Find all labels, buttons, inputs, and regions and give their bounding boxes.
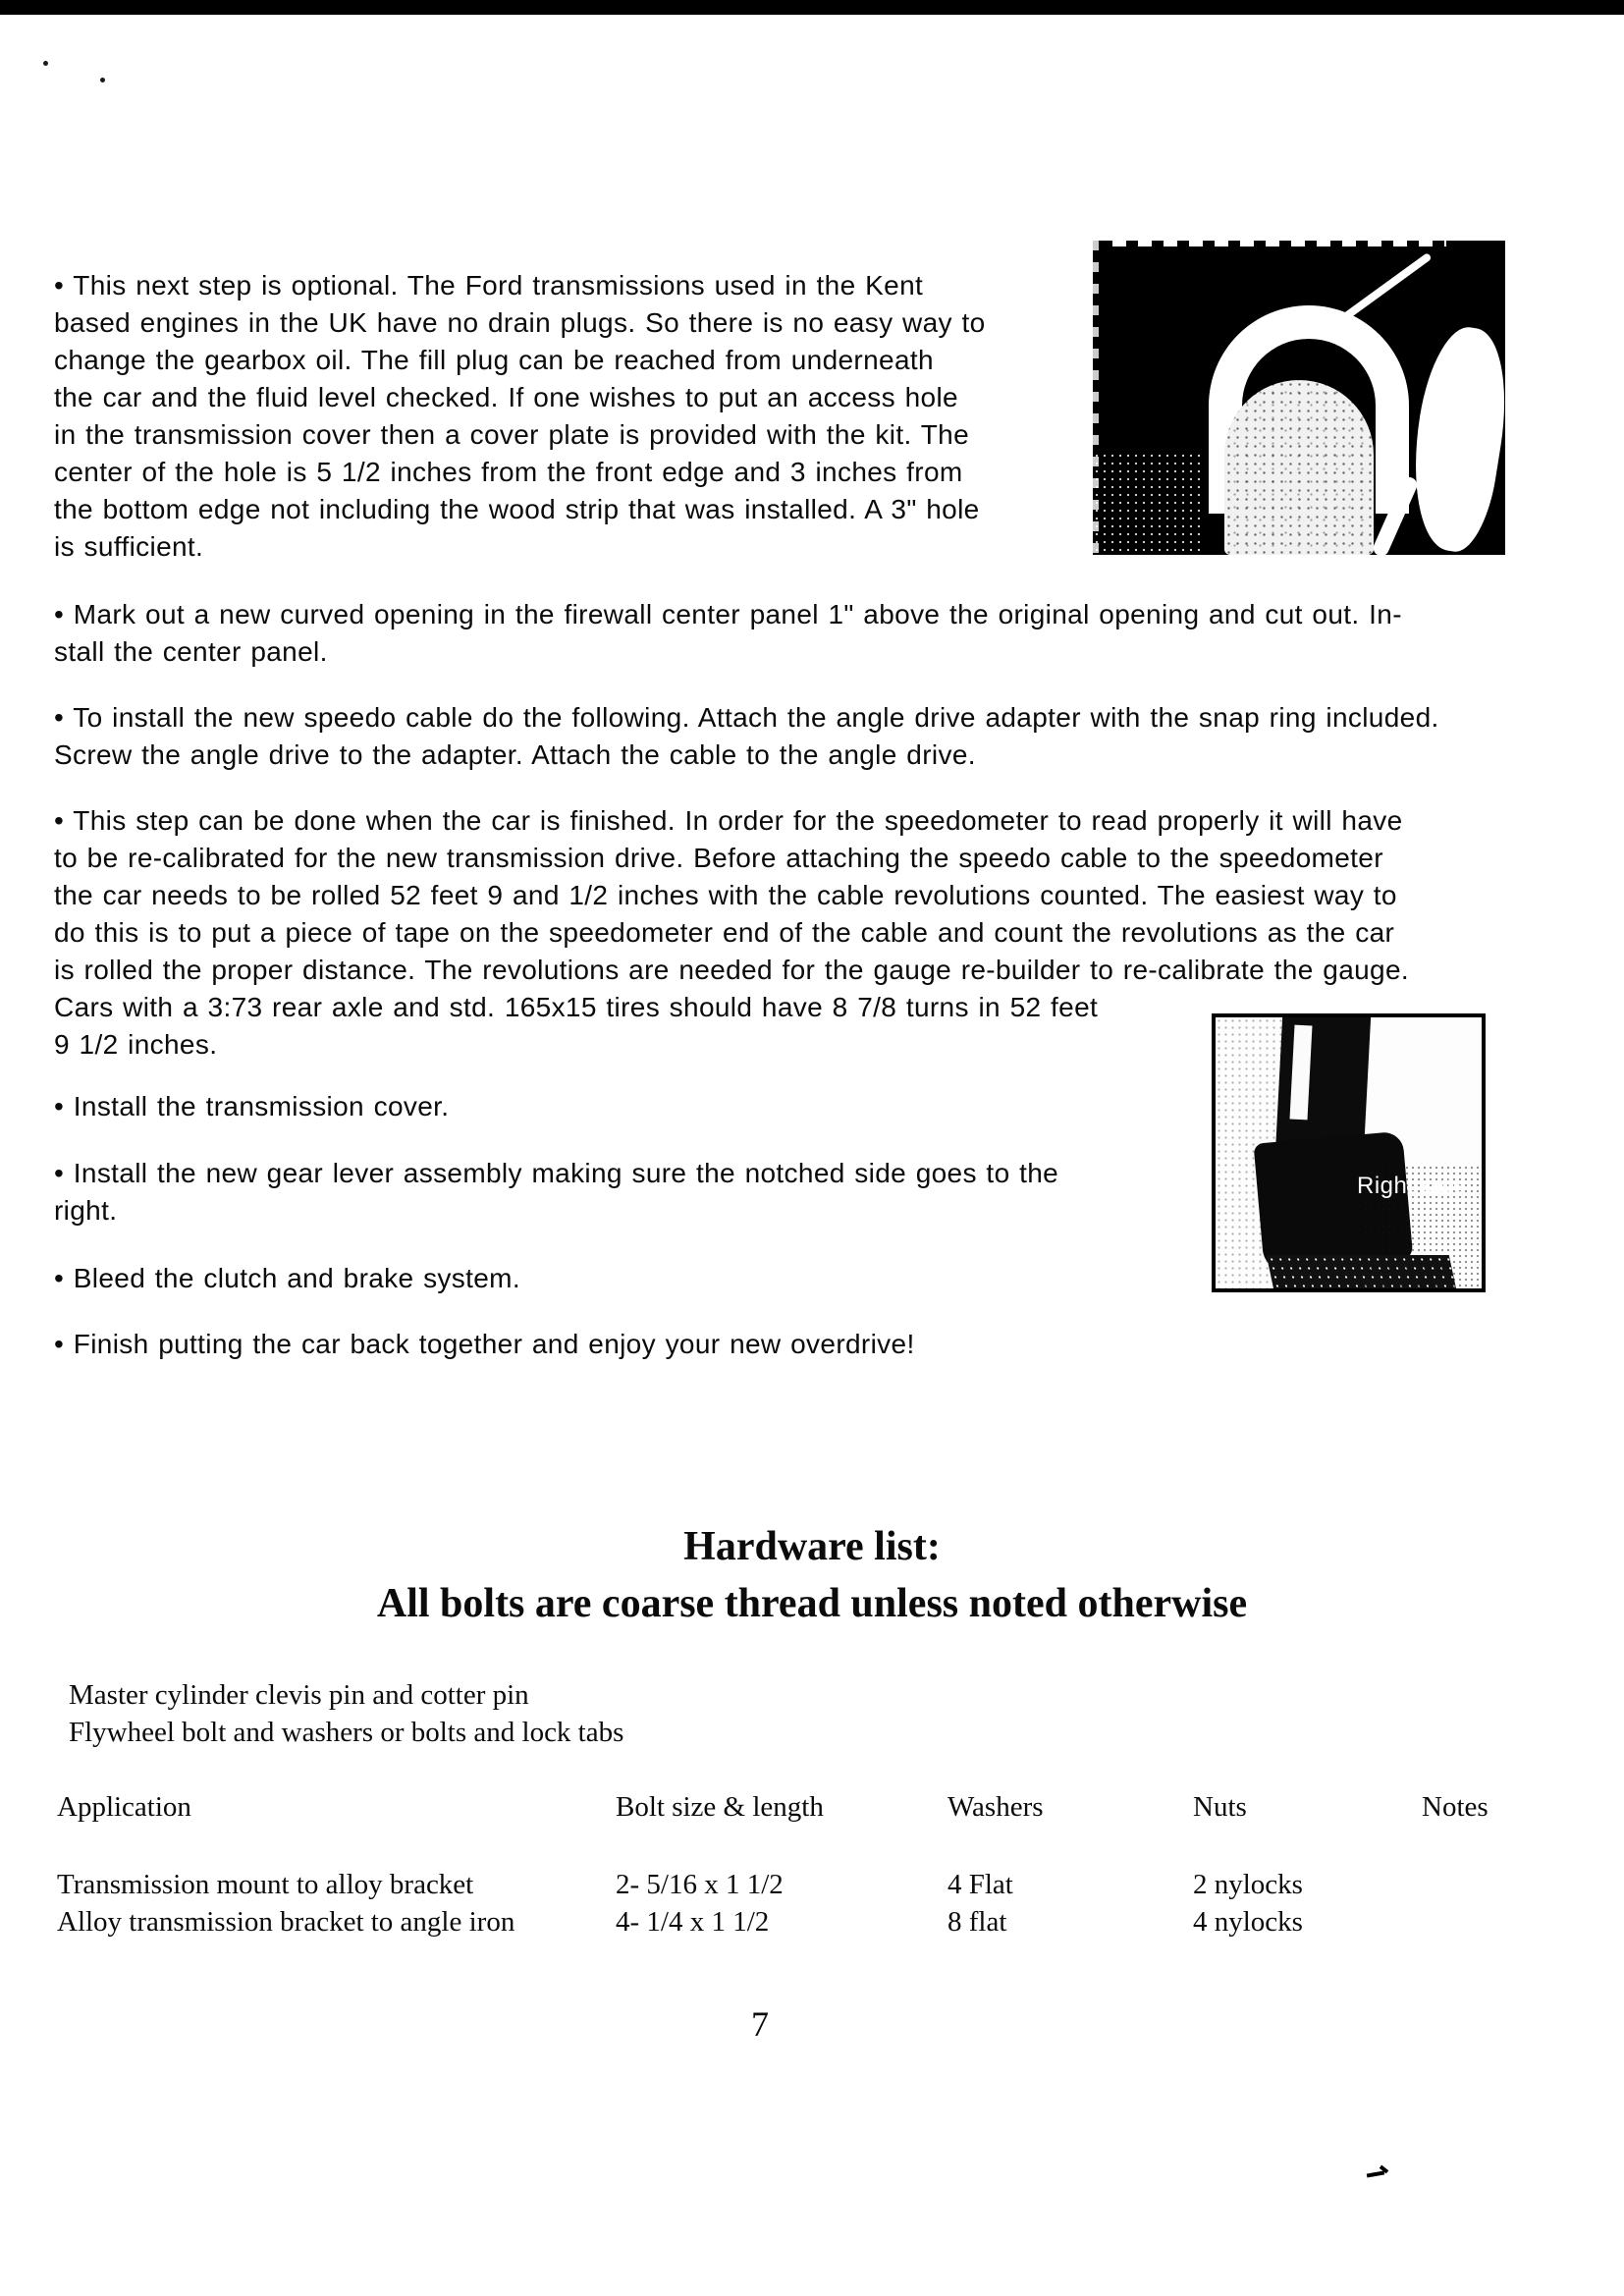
table-row-cell: 2- 5/16 x 1 1/2	[616, 1869, 784, 1900]
table-row-cell: 8 flat	[947, 1906, 1007, 1938]
paragraph-line: to be re-calibrated for the new transmission drive. Before attaching the speedo cable to the speedometer	[54, 843, 1383, 873]
paragraph-line: in the transmission cover then a cover plate is provided with the kit. The	[54, 419, 969, 450]
paragraph-line: • Install the new gear lever assembly making sure the notched side goes to the	[54, 1158, 1059, 1188]
table-row-cell: Transmission mount to alloy bracket	[57, 1869, 474, 1900]
paragraph-line: stall the center panel.	[54, 636, 328, 667]
dipstick-shape	[1338, 252, 1432, 323]
scan-speck	[43, 61, 48, 66]
paragraph-line: Cars with a 3:73 rear axle and std. 165x15 tires should have 8 7/8 turns in 52 feet	[54, 992, 1099, 1022]
scan-edge-bar	[0, 0, 1624, 15]
paragraph-line: • Install the transmission cover.	[54, 1091, 450, 1121]
photo-scan-noise	[1112, 241, 1446, 246]
gearbox-dome-shape	[1224, 380, 1374, 555]
highlight-blob	[1400, 322, 1505, 555]
paragraph-line: is rolled the proper distance. The revolutions are needed for the gauge re-builder to re-calibrate the gauge.	[54, 955, 1410, 985]
table-header-bolt-size: Bolt size & length	[616, 1791, 824, 1823]
bullet-paragraph-transmission-cover	[54, 1088, 449, 1125]
table-row-cell: Alloy transmission bracket to angle iron	[57, 1906, 515, 1938]
bullet-paragraph-gear-lever	[54, 1155, 1058, 1230]
scan-speck	[100, 78, 105, 82]
bullet-paragraph-speedo-cable	[54, 699, 1439, 774]
bullet-paragraph-finish	[54, 1326, 915, 1363]
bullet-paragraph-drain-plug	[54, 267, 986, 566]
paragraph-line: • This next step is optional. The Ford transmissions used in the Kent	[54, 270, 924, 301]
paragraph-line: the car needs to be rolled 52 feet 9 and 1/2 inches with the cable revolutions counted. The easiest way to	[54, 880, 1397, 910]
photo-caption: Right side	[1357, 1173, 1467, 1199]
photo-gear-lever-right-side	[1212, 1013, 1486, 1292]
paragraph-line: • Mark out a new curved opening in the firewall center panel 1" above the original opening and cut out. In-	[54, 599, 1402, 629]
paragraph-line: the car and the fluid level checked. If one wishes to put an access hole	[54, 382, 958, 412]
paragraph-line: is sufficient.	[54, 531, 204, 562]
photo-transmission-tunnel	[1093, 241, 1505, 555]
table-row-cell: 4 Flat	[947, 1869, 1013, 1900]
bullet-paragraph-recalibrate	[54, 802, 1409, 1064]
paragraph-line: Screw the angle drive to the adapter. Attach the cable to the angle drive.	[54, 739, 976, 770]
bullet-paragraph-firewall	[54, 596, 1402, 671]
table-header-application: Application	[57, 1791, 191, 1823]
table-row-cell: 4- 1/4 x 1 1/2	[616, 1906, 770, 1938]
paragraph-line: • This step can be done when the car is finished. In order for the speedometer to read properly it will have	[54, 805, 1403, 836]
hardware-list-title: Hardware list:	[683, 1524, 941, 1569]
table-header-notes: Notes	[1422, 1791, 1489, 1823]
paragraph-line: change the gearbox oil. The fill plug can be reached from underneath	[54, 345, 934, 375]
scan-pen-mark-stroke	[1367, 2170, 1384, 2177]
hardware-intro-line-flywheel: Flywheel bolt and washers or bolts and lock tabs	[69, 1717, 624, 1748]
paragraph-line: the bottom edge not including the wood strip that was installed. A 3" hole	[54, 494, 980, 524]
scan-pen-mark	[1367, 2165, 1392, 2179]
hardware-intro-line-clevis: Master cylinder clevis pin and cotter pin	[69, 1679, 529, 1711]
hardware-list-subtitle: All bolts are coarse thread unless noted otherwise	[376, 1581, 1248, 1626]
paragraph-line: right.	[54, 1195, 118, 1226]
photo-scan-noise	[1093, 452, 1203, 555]
table-row-cell: 4 nylocks	[1193, 1906, 1303, 1938]
paragraph-line: • To install the new speedo cable do the following. Attach the angle drive adapter with the snap ring included.	[54, 702, 1439, 733]
bullet-paragraph-bleed	[54, 1260, 520, 1297]
paragraph-line: based engines in the UK have no drain plugs. So there is no easy way to	[54, 307, 986, 338]
paragraph-line: 9 1/2 inches.	[54, 1029, 218, 1060]
table-header-nuts: Nuts	[1193, 1791, 1247, 1823]
paragraph-line: • Bleed the clutch and brake system.	[54, 1263, 520, 1293]
paragraph-line: • Finish putting the car back together and enjoy your new overdrive!	[54, 1329, 915, 1359]
paragraph-line: do this is to put a piece of tape on the speedometer end of the cable and count the revolutions as the car	[54, 917, 1395, 948]
table-header-washers: Washers	[947, 1791, 1044, 1823]
page-number: 7	[751, 2004, 769, 2044]
table-row-cell: 2 nylocks	[1193, 1869, 1303, 1900]
paragraph-line: center of the hole is 5 1/2 inches from the front edge and 3 inches from	[54, 457, 963, 487]
